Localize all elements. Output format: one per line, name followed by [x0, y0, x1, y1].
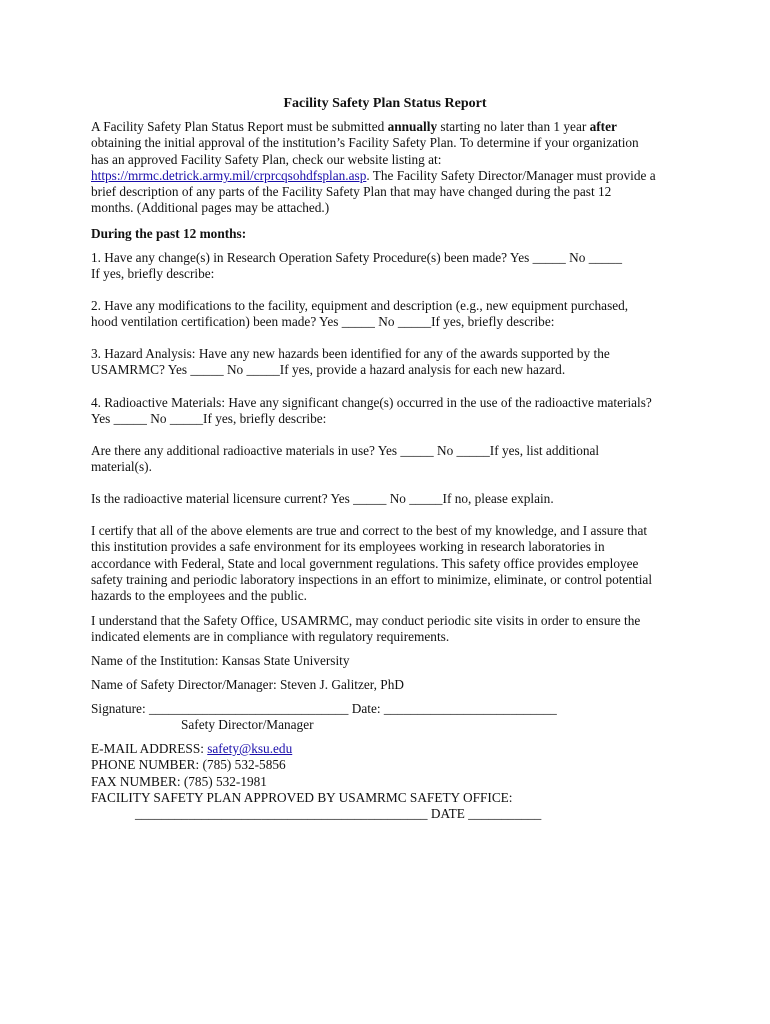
- fax-number: FAX NUMBER: (785) 532-1981: [91, 773, 267, 789]
- website-link[interactable]: https://mrmc.detrick.army.mil/crprcqsohdfsplan.asp: [91, 167, 367, 183]
- approval-date-line: ____________________________________________ DATE ___________: [135, 806, 542, 822]
- page-title: Facility Safety Plan Status Report: [283, 96, 487, 111]
- site-visit-paragraph: I understand that the Safety Office, USAMRMC, may conduct periodic site visits in order to ensure the indicated elements are in compliance with regulatory requirements.: [91, 613, 641, 645]
- phone-number: PHONE NUMBER: (785) 532-5856: [91, 757, 286, 773]
- approval-label: FACILITY SAFETY PLAN APPROVED BY USAMRMC SAFETY OFFICE:: [91, 789, 513, 805]
- question-4: 4. Radioactive Materials: Have any significant change(s) occurred in the use of the radioactive materials? Yes _____ No _____If yes, briefly describe:: [91, 395, 652, 427]
- question-3: 3. Hazard Analysis: Have any new hazards been identified for any of the awards supported by the USAMRMC? Yes _____ No _____If yes, provide a hazard analysis for each new hazard.: [91, 346, 610, 378]
- director-name: Name of Safety Director/Manager: Steven J. Galitzer, PhD: [91, 677, 404, 692]
- question-1: 1. Have any change(s) in Research Operation Safety Procedure(s) been made? Yes _____ No _____ If yes, briefly describe:: [91, 250, 622, 282]
- email-link[interactable]: safety@ksu.edu: [207, 741, 293, 756]
- past-months-heading: During the past 12 months:: [91, 226, 247, 241]
- signature-caption: Safety Director/Manager: [181, 717, 314, 733]
- question-5: Are there any additional radioactive materials in use? Yes _____ No _____If yes, list additional material(s).: [91, 443, 600, 475]
- question-6: Is the radioactive material licensure current? Yes _____ No _____If no, please explain.: [91, 491, 554, 506]
- institution-name: Name of the Institution: Kansas State University: [91, 653, 350, 668]
- intro-paragraph: A Facility Safety Plan Status Report must be submitted annually starting no later than 1 year after obtaining the initial approval of the institution’s Facility Safety Plan. To determine if your organization has an approved Facility Safety Plan, check our website listing at: https://mrmc.detrick.army.mil/crprcqsohdfsplan.asp. The Facility Safety Director/Manager must provide a brief description of any parts of the Facility Safety Plan that may have changed during the past 12 months. (Additional pages may be attached.): [91, 119, 656, 216]
- question-2: 2. Have any modifications to the facility, equipment and description (e.g., new equipment purchased, hood ventilation certification) been made? Yes _____ No _____If yes, briefly describe:: [91, 298, 629, 330]
- signature-line: Signature: ______________________________ Date: __________________________: [91, 701, 557, 716]
- signature-block: [91, 701, 691, 734]
- contact-block: E-MAIL ADDRESS: safety@ksu.edu PHONE NUMBER: (785) 532-5856 FAX NUMBER: (785) 532-1981 FACILITY SAFETY PLAN APPROVED BY USAMRMC SAFETY OFFICE: ____________________________________________ DATE ___________: [91, 741, 691, 822]
- certification-paragraph: I certify that all of the above elements are true and correct to the best of my knowledge, and I assure that this institution provides a safe environment for its employees working in research laboratories in accordance with Federal, State and local government regulations. This safety office provides employee safety training and periodic laboratory inspections in an effort to minimize, eliminate, or control potential hazards to the employees and the public.: [91, 523, 653, 604]
